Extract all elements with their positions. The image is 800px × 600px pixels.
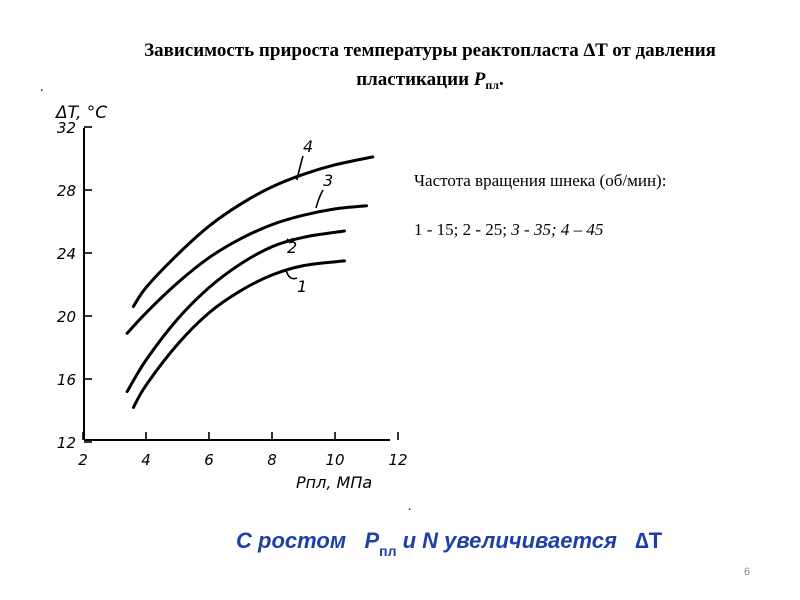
legend-heading: Частота вращения шнека (об/мин): xyxy=(414,171,667,190)
decorative-dot-top: . xyxy=(40,80,44,95)
legend-item-4: 4 – 45 xyxy=(560,220,604,239)
legend-item-2: 2 - 25; xyxy=(462,220,508,239)
conclusion-delta: ∆T xyxy=(635,528,663,553)
legend-item-1: 1 - 15; xyxy=(414,220,459,239)
y-tick-label: 28 xyxy=(56,182,76,200)
legend-item-3: 3 - 35; xyxy=(511,220,557,239)
y-tick-label: 20 xyxy=(56,308,76,326)
x-tick-label: 10 xyxy=(325,451,345,469)
series-label-leader-1 xyxy=(286,270,297,279)
x-tick-label: 8 xyxy=(267,451,277,469)
series-label-3: 3 xyxy=(323,171,334,190)
conclusion-subscript: пл xyxy=(379,543,397,559)
x-tick-label: 2 xyxy=(78,451,88,469)
conclusion-symbol: Р xyxy=(364,528,380,553)
title-line-2-text: пластикации xyxy=(356,69,474,90)
conclusion-text xyxy=(236,528,662,559)
legend-items xyxy=(414,220,603,240)
page-number: 6 xyxy=(744,566,751,578)
chart-ticks xyxy=(57,119,408,469)
chart-series xyxy=(127,137,373,407)
decorative-dot-bottom: . xyxy=(408,499,412,514)
series-label-2: 2 xyxy=(287,238,298,257)
conclusion-part-1: С ростом xyxy=(236,528,365,553)
y-tick-label: 12 xyxy=(56,434,76,452)
conclusion-part-2: и N увеличивается xyxy=(396,528,636,553)
x-tick-label: 6 xyxy=(204,451,214,469)
y-tick-label: 16 xyxy=(56,371,76,389)
x-tick-label: 12 xyxy=(388,451,408,469)
title-symbol: Р xyxy=(473,69,486,90)
x-axis-label: Pпл, МПа xyxy=(296,473,373,492)
y-tick-label: 24 xyxy=(56,245,76,263)
title-line-1: Зависимость прироста температуры реактопласта ∆T от давления xyxy=(144,40,716,61)
y-axis-label: ΔT, °C xyxy=(56,103,108,123)
x-tick-label: 4 xyxy=(141,451,151,469)
series-label-1: 1 xyxy=(297,277,308,296)
series-label-4: 4 xyxy=(303,137,314,156)
title-subscript: пл xyxy=(485,78,500,92)
series-label-leader-3 xyxy=(316,190,323,208)
chart-axes xyxy=(84,128,390,440)
title-line-2-end: . xyxy=(499,69,504,90)
y-tick-label: 32 xyxy=(56,119,76,137)
